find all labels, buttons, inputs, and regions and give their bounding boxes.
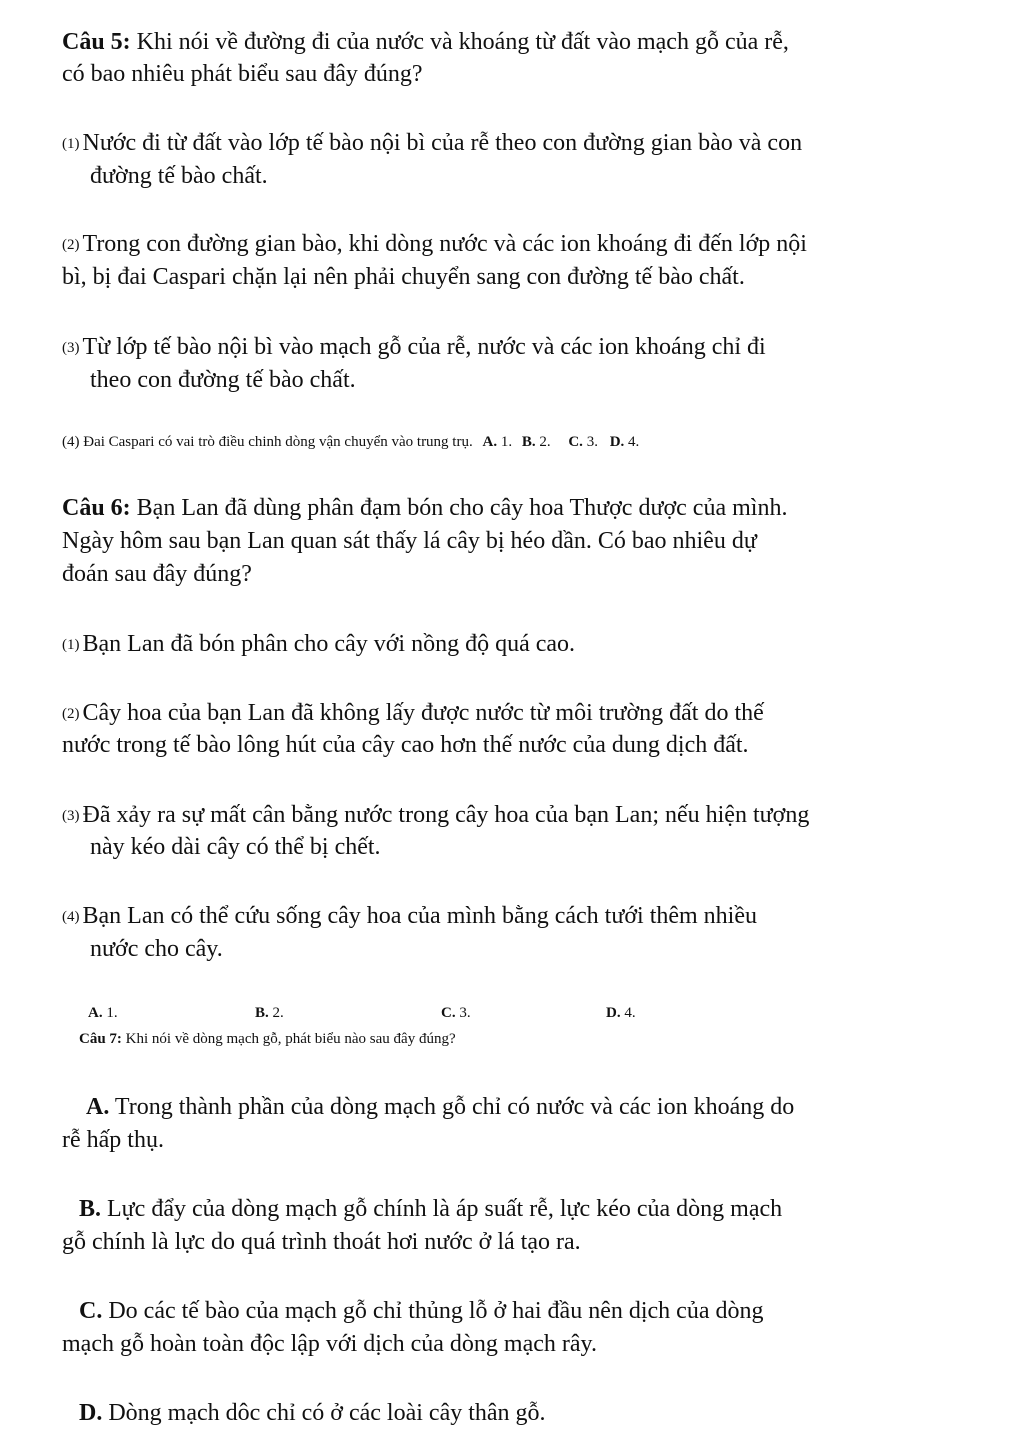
- q5-s2-text: Trong con đường gian bào, khi dòng nước và các ion khoáng đi đến lớp nội: [82, 231, 807, 257]
- q5-s3-text: Từ lớp tế bào nội bì vào mạch gỗ của rễ, nước và các ion khoáng chỉ đi: [82, 334, 766, 360]
- q7-option-d-label: D.: [79, 1400, 103, 1426]
- q5-stem-line2: có bao nhiêu phát biểu sau đây đúng?: [62, 61, 423, 87]
- q5-statement-3: [62, 331, 766, 364]
- q7-stem: [79, 1029, 456, 1049]
- q5-statement-2-cont: bì, bị đai Caspari chặn lại nên phải chuyển sang con đường tế bào chất.: [62, 264, 745, 290]
- q5-statement-2: [62, 228, 807, 261]
- q6-option-b-label: B.: [255, 1005, 269, 1021]
- q5-option-b: [522, 434, 551, 450]
- q7-option-b: [79, 1193, 782, 1225]
- q6-stem-line1: [62, 492, 787, 524]
- q7-option-a-cont: rễ hấp thụ.: [62, 1127, 164, 1153]
- q5-option-a-value: 1.: [500, 434, 513, 450]
- q6-option-a-value: 1.: [106, 1005, 118, 1021]
- q6-s3-number: (3): [62, 808, 80, 824]
- q5-s4-text: (4) Đai Caspari có vai trò điều chinh dòng vận chuyển vào trung trụ.: [62, 434, 473, 450]
- q7-option-a-text: Trong thành phần của dòng mạch gỗ chỉ có nước và các ion khoáng do: [114, 1094, 795, 1120]
- q6-option-d: [606, 1003, 636, 1023]
- q7-option-b-text: Lực đẩy của dòng mạch gỗ chính là áp suất rễ, lực kéo của dòng mạch: [107, 1196, 783, 1222]
- q6-option-d-value: 4.: [624, 1005, 636, 1021]
- q6-s1-text: Bạn Lan đã bón phân cho cây với nồng độ quá cao.: [82, 631, 576, 657]
- q5-statement-4-with-options: [62, 432, 639, 452]
- q5-s2-number: (2): [62, 237, 80, 253]
- q6-s4-number: (4): [62, 909, 80, 925]
- q6-option-b: [255, 1003, 284, 1023]
- q6-s2-text: Cây hoa của bạn Lan đã không lấy được nước từ môi trường đất do thế: [82, 700, 764, 726]
- q5-s1-number: (1): [62, 136, 80, 152]
- q6-s2-number: (2): [62, 706, 80, 722]
- q6-option-d-label: D.: [606, 1005, 621, 1021]
- q5-option-d: [610, 434, 640, 450]
- q6-option-c-label: C.: [441, 1005, 456, 1021]
- q5-statement-1-cont: đường tế bào chất.: [90, 163, 268, 189]
- q5-option-c-label: C.: [568, 434, 583, 450]
- q5-option-c-value: 3.: [586, 434, 598, 450]
- q5-option-b-value: 2.: [539, 434, 551, 450]
- q5-option-d-label: D.: [609, 434, 625, 450]
- q6-statement-2: [62, 697, 764, 730]
- q6-option-c: [441, 1003, 471, 1023]
- q6-statement-1: [62, 628, 575, 661]
- q6-label: Câu 6:: [62, 495, 131, 521]
- q6-stem-text: Bạn Lan đã dùng phân đạm bón cho cây hoa Thược dược của mình.: [136, 495, 788, 521]
- q6-option-c-value: 3.: [459, 1005, 471, 1021]
- q6-stem-line2: Ngày hôm sau bạn Lan quan sát thấy lá cây bị héo dần. Có bao nhiêu dự: [62, 528, 757, 554]
- q5-stem-text: Khi nói về đường đi của nước và khoáng từ đất vào mạch gỗ của rễ,: [136, 29, 789, 55]
- q5-option-c: [568, 434, 598, 450]
- q6-s4-text: Bạn Lan có thể cứu sống cây hoa của mình bằng cách tưới thêm nhiều: [82, 903, 757, 929]
- q6-option-b-value: 2.: [272, 1005, 284, 1021]
- q7-option-a: [86, 1091, 794, 1123]
- q6-statement-4-cont: nước cho cây.: [90, 936, 223, 962]
- q6-s1-number: (1): [62, 637, 80, 653]
- q6-statement-4: [62, 900, 757, 933]
- q7-option-b-label: B.: [79, 1196, 102, 1222]
- q7-label: Câu 7:: [79, 1031, 122, 1047]
- q5-option-a-label: A.: [482, 434, 498, 450]
- q5-option-d-value: 4.: [628, 434, 640, 450]
- q6-statement-3: [62, 799, 809, 832]
- q5-s1-text: Nước đi từ đất vào lớp tế bào nội bì của rễ theo con đường gian bào và con: [82, 130, 803, 156]
- q7-option-c-cont: mạch gỗ hoàn toàn độc lập với dịch của dòng mạch rây.: [62, 1331, 597, 1357]
- q7-option-c-label: C.: [79, 1298, 103, 1324]
- q7-option-c: [79, 1295, 763, 1327]
- q7-option-d: [79, 1397, 546, 1429]
- q7-option-a-label: A.: [86, 1094, 110, 1120]
- q6-option-a-label: A.: [88, 1005, 103, 1021]
- q7-option-c-text: Do các tế bào của mạch gỗ chỉ thủng lỗ ở hai đầu nên dịch của dòng: [108, 1298, 764, 1324]
- q5-s3-number: (3): [62, 340, 80, 356]
- q5-statement-3-cont: theo con đường tế bào chất.: [90, 367, 356, 393]
- q5-stem-line1: [62, 26, 789, 58]
- q6-statement-3-cont: này kéo dài cây có thể bị chết.: [90, 834, 381, 860]
- q6-stem-line3: đoán sau đây đúng?: [62, 561, 252, 587]
- q7-option-d-text: Dòng mạch dôc chỉ có ở các loài cây thân gỗ.: [108, 1400, 546, 1426]
- q5-option-a: [482, 434, 512, 450]
- q5-option-b-label: B.: [521, 434, 536, 450]
- q7-stem-text: Khi nói về dòng mạch gỗ, phát biểu nào sau đây đúng?: [125, 1031, 456, 1047]
- q7-option-b-cont: gỗ chính là lực do quá trình thoát hơi nước ở lá tạo ra.: [62, 1229, 581, 1255]
- q5-statement-1: [62, 127, 802, 160]
- q5-label: Câu 5:: [62, 29, 131, 55]
- q6-s3-text: Đã xảy ra sự mất cân bằng nước trong cây hoa của bạn Lan; nếu hiện tượng: [82, 802, 810, 828]
- q6-statement-2-cont: nước trong tế bào lông hút của cây cao hơn thế nước của dung dịch đất.: [62, 732, 749, 758]
- q6-option-a: [88, 1003, 118, 1023]
